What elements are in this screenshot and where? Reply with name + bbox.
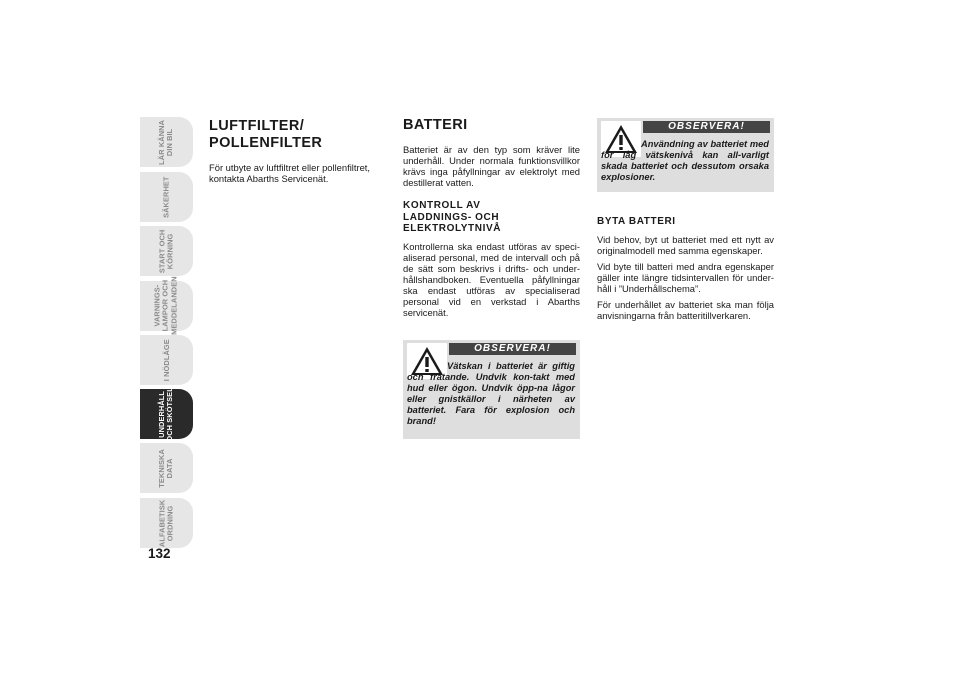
tab-underhall-och-skotsel[interactable] xyxy=(140,386,193,442)
page-number: 132 xyxy=(148,546,171,561)
tab-label: SÄKERHET xyxy=(161,176,171,218)
tab-label: LÄR KÄNNA DIN BIL xyxy=(157,119,175,165)
tab-tekniska-data[interactable] xyxy=(140,443,193,493)
kontroll-body: Kontrollerna ska endast utföras av speci-aliserad personal, med de intervall och på de sätt som beskrivs i drifts- och under-hållshandboken. Eventuella påfyllningar ska endast utföras av specialiserad personal vid en verkstad i Abarths servicenät. xyxy=(403,240,580,319)
batteri-section xyxy=(403,117,580,324)
byta-heading: BYTA BATTERI xyxy=(597,216,676,227)
kontroll-heading: KONTROLL AV LADDNINGS- OCH ELEKTROLYTNIVÅ xyxy=(403,200,502,235)
luftfilter-body: För utbyte av luftfiltret eller pollenfiltret, kontakta Abarths Servicenät. xyxy=(209,162,371,185)
observera-badge: OBSERVERA! xyxy=(449,343,576,355)
tab-i-nodlage[interactable] xyxy=(140,335,193,385)
tab-sakerhet[interactable] xyxy=(140,172,193,222)
warning-box-low-fluid xyxy=(597,118,774,192)
byta-batteri-section xyxy=(597,216,774,326)
luftfilter-title: LUFTFILTER/ POLLENFILTER xyxy=(209,118,323,151)
warning-text-content: Vätskan i batteriet är giftig och frätande. Undvik kon-takt med hud eller ögon. Undvik öpp-na lågor eller gnistkällor i närheten av batteriet. Fara för explosion och brand! xyxy=(407,361,575,427)
byta-p1: Vid behov, byt ut batteriet med ett nytt av originalmodell med samma egenskaper. xyxy=(597,233,774,256)
warning-text xyxy=(407,361,575,428)
batteri-body: Batteriet är av den typ som kräver lite underhåll. Under normala funktionsvillkor krävs inga påfyllningar av elektrolyt med destillerat vatten. xyxy=(403,144,580,189)
tab-label: START OCH KÖRNING xyxy=(157,229,175,273)
tab-lar-kanna-din-bil[interactable] xyxy=(140,117,193,167)
tab-label: TEKNISKA DATA xyxy=(157,448,175,488)
warning-text-content: Användning av batteriet med för låg vätskenivå kan all-varligt skada batteriet och dessutom orsaka explosioner. xyxy=(601,139,769,183)
tab-varningslampor[interactable] xyxy=(140,276,193,336)
tab-start-och-korning[interactable] xyxy=(140,226,193,276)
tab-label: ALFABETISK ORDNING xyxy=(157,499,175,547)
byta-p2: Vid byte till batteri med andra egenskaper gäller inte längre tidsintervallen för under-håll i ”Underhållschema”. xyxy=(597,260,774,294)
byta-p3: För underhållet av batteriet ska man följa anvisningarna från batteritillverkaren. xyxy=(597,298,774,322)
observera-badge: OBSERVERA! xyxy=(643,121,770,133)
warning-text xyxy=(601,139,769,183)
warning-box-battery-acid xyxy=(403,340,580,439)
tab-label: UNDERHÅLL OCH SKÖTSEL xyxy=(157,386,175,442)
batteri-title: BATTERI xyxy=(403,117,468,133)
luftfilter-section xyxy=(209,118,386,189)
tab-alfabetisk-ordning[interactable] xyxy=(140,498,193,548)
tab-label: VARNINGS- LAMPOR OCH MEDDELANDEN xyxy=(152,276,179,336)
tab-label: I NÖDLÄGE xyxy=(161,339,171,381)
